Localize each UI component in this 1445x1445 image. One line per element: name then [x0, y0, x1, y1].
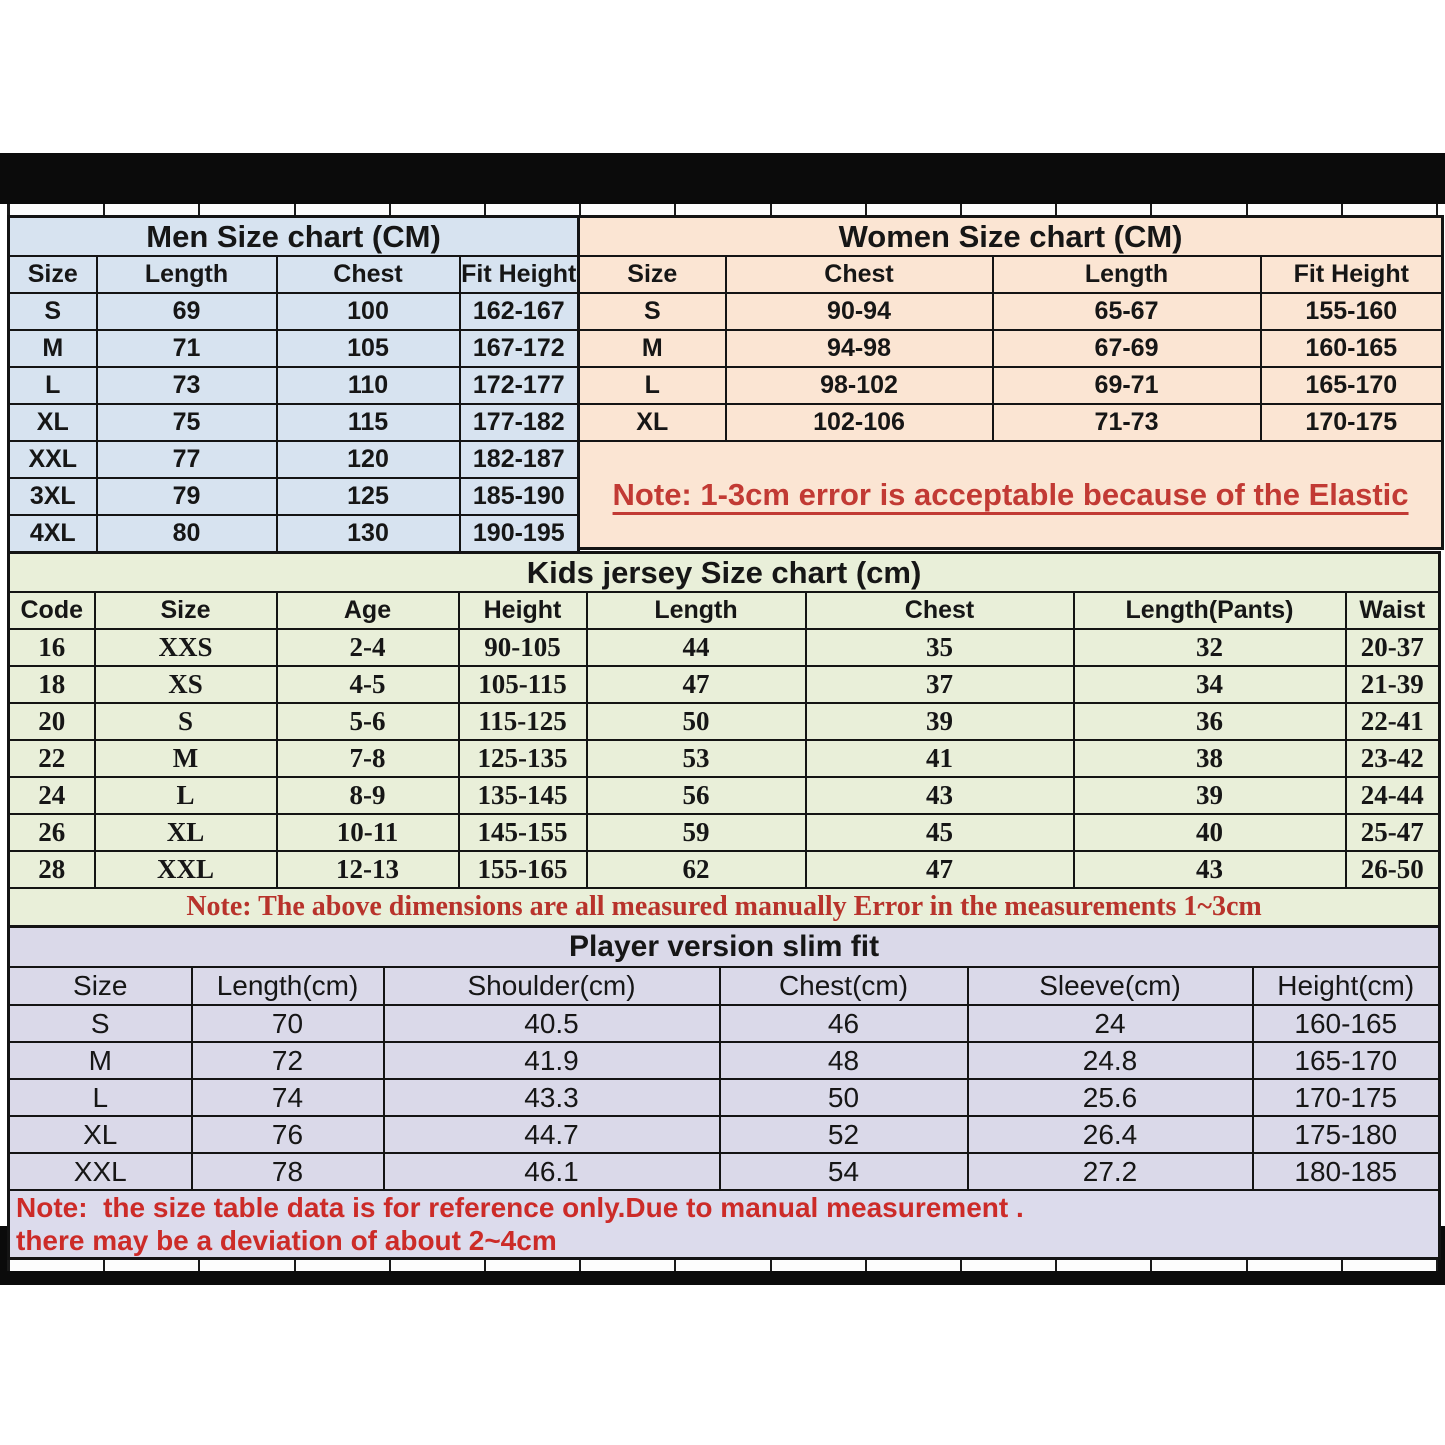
kids-table-cell: L — [95, 777, 277, 814]
player-table-cell: 180-185 — [1253, 1153, 1440, 1190]
cropped-cell — [581, 1260, 676, 1271]
player-table-cell: 76 — [192, 1116, 384, 1153]
player-table-cell: 25.6 — [968, 1079, 1253, 1116]
kids-table-cell: 47 — [587, 666, 806, 703]
women-table-cell: 69-71 — [993, 367, 1261, 404]
kids-table-cell: 26-50 — [1346, 851, 1440, 888]
kids-table-cell: 59 — [587, 814, 806, 851]
kids-size-table — [7, 551, 1441, 928]
cropped-cell — [200, 204, 295, 215]
men-table-cell: M — [9, 330, 97, 367]
cropped-cell — [391, 1260, 486, 1271]
cropped-cell — [1057, 1260, 1152, 1271]
women-table-cell: 67-69 — [993, 330, 1261, 367]
player-table-cell: XL — [9, 1116, 192, 1153]
player-table-cell: 72 — [192, 1042, 384, 1079]
kids-column-header: Length(Pants) — [1074, 592, 1346, 629]
kids-table-cell: 20 — [9, 703, 95, 740]
player-table-row — [9, 1116, 1440, 1153]
women-table-cell: 160-165 — [1261, 330, 1443, 367]
kids-table-cell: 37 — [806, 666, 1074, 703]
cropped-cell — [867, 204, 962, 215]
men-table-cell: 162-167 — [460, 293, 579, 330]
kids-table-cell: 35 — [806, 629, 1074, 666]
player-table-title-row — [9, 927, 1440, 968]
men-table-row — [9, 515, 579, 553]
men-column-header: Length — [97, 256, 277, 293]
player-table-row — [9, 1042, 1440, 1079]
player-table-row — [9, 1005, 1440, 1042]
kids-table-cell: 24-44 — [1346, 777, 1440, 814]
player-table-cell: M — [9, 1042, 192, 1079]
men-table-cell: 110 — [277, 367, 460, 404]
women-table-row — [579, 293, 1443, 330]
elastic-error-note: Note: 1-3cm error is acceptable because of the Elastic — [579, 441, 1443, 549]
player-column-header: Shoulder(cm) — [384, 967, 720, 1005]
men-table-cell: 69 — [97, 293, 277, 330]
player-table-title: Player version slim fit — [9, 927, 1440, 968]
men-table-cell: 100 — [277, 293, 460, 330]
women-table-row — [579, 367, 1443, 404]
kids-table-row — [9, 777, 1440, 814]
men-table-header-row — [9, 256, 579, 293]
kids-table-cell: 28 — [9, 851, 95, 888]
player-version-table — [7, 925, 1441, 1260]
cropped-cell — [105, 204, 200, 215]
men-table-cell: 3XL — [9, 478, 97, 515]
kids-table-cell: 41 — [806, 740, 1074, 777]
cropped-cell — [1343, 1260, 1438, 1271]
kids-table-row — [9, 703, 1440, 740]
kids-table-cell: 105-115 — [459, 666, 587, 703]
reference-only-note — [9, 1190, 1440, 1259]
kids-table-cell: 25-47 — [1346, 814, 1440, 851]
player-table-cell: 160-165 — [1253, 1005, 1440, 1042]
men-table-cell: XL — [9, 404, 97, 441]
player-table-cell: 41.9 — [384, 1042, 720, 1079]
cropped-cell — [1057, 204, 1152, 215]
men-table-cell: 172-177 — [460, 367, 579, 404]
cropped-cell — [867, 1260, 962, 1271]
kids-table-cell: 5-6 — [277, 703, 459, 740]
men-table-cell: 80 — [97, 515, 277, 553]
men-table-cell: 73 — [97, 367, 277, 404]
cropped-cell — [581, 204, 676, 215]
men-table-title: Men Size chart (CM) — [9, 217, 579, 257]
player-table-cell: 27.2 — [968, 1153, 1253, 1190]
kids-table-cell: 4-5 — [277, 666, 459, 703]
kids-table-cell: 18 — [9, 666, 95, 703]
kids-table-cell: 12-13 — [277, 851, 459, 888]
player-table-cell: 24.8 — [968, 1042, 1253, 1079]
kids-table-cell: 22 — [9, 740, 95, 777]
men-table-cell: 105 — [277, 330, 460, 367]
reference-only-note-line2: there may be a deviation of about 2~4cm — [16, 1225, 557, 1256]
kids-table-cell: 32 — [1074, 629, 1346, 666]
men-table-row — [9, 478, 579, 515]
men-table-cell: S — [9, 293, 97, 330]
player-column-header: Height(cm) — [1253, 967, 1440, 1005]
women-table-cell: 165-170 — [1261, 367, 1443, 404]
kids-table-cell: 22-41 — [1346, 703, 1440, 740]
kids-column-header: Age — [277, 592, 459, 629]
kids-table-cell: 53 — [587, 740, 806, 777]
kids-table-cell: 43 — [1074, 851, 1346, 888]
cropped-cell — [486, 204, 581, 215]
player-table-cell: 40.5 — [384, 1005, 720, 1042]
kids-table-cell: 90-105 — [459, 629, 587, 666]
men-column-header: Chest — [277, 256, 460, 293]
women-table-row — [579, 404, 1443, 441]
player-column-header: Chest(cm) — [720, 967, 968, 1005]
kids-table-cell: 24 — [9, 777, 95, 814]
kids-table-cell: XL — [95, 814, 277, 851]
women-table-cell: S — [579, 293, 726, 330]
kids-table-cell: 155-165 — [459, 851, 587, 888]
kids-column-header: Size — [95, 592, 277, 629]
women-table-cell: 170-175 — [1261, 404, 1443, 441]
men-table-row — [9, 367, 579, 404]
kids-table-cell: 21-39 — [1346, 666, 1440, 703]
player-table-cell: L — [9, 1079, 192, 1116]
cropped-row-bottom — [7, 1260, 1438, 1271]
kids-table-cell: 20-37 — [1346, 629, 1440, 666]
women-table-row — [579, 330, 1443, 367]
cropped-cell — [1152, 204, 1247, 215]
player-table-cell: S — [9, 1005, 192, 1042]
player-column-header: Length(cm) — [192, 967, 384, 1005]
player-table-cell: 170-175 — [1253, 1079, 1440, 1116]
kids-table-cell: 7-8 — [277, 740, 459, 777]
kids-table-row — [9, 666, 1440, 703]
kids-table-cell: 39 — [806, 703, 1074, 740]
women-table-header-row — [579, 256, 1443, 293]
player-table-row — [9, 1079, 1440, 1116]
cropped-cell — [296, 204, 391, 215]
women-note-row — [579, 441, 1443, 549]
player-table-cell: 26.4 — [968, 1116, 1253, 1153]
cropped-cell — [772, 1260, 867, 1271]
women-column-header: Size — [579, 256, 726, 293]
men-table-cell: XXL — [9, 441, 97, 478]
player-table-header-row — [9, 967, 1440, 1005]
player-table-cell: XXL — [9, 1153, 192, 1190]
kids-table-cell: 47 — [806, 851, 1074, 888]
kids-table-cell: 50 — [587, 703, 806, 740]
men-table-cell: L — [9, 367, 97, 404]
kids-table-cell: XS — [95, 666, 277, 703]
kids-table-cell: 10-11 — [277, 814, 459, 851]
cropped-cell — [200, 1260, 295, 1271]
women-table-cell: L — [579, 367, 726, 404]
men-column-header: Size — [9, 256, 97, 293]
player-column-header: Sleeve(cm) — [968, 967, 1253, 1005]
women-column-header: Fit Height — [1261, 256, 1443, 293]
kids-table-row — [9, 851, 1440, 888]
player-table-cell: 74 — [192, 1079, 384, 1116]
men-table-cell: 190-195 — [460, 515, 579, 553]
women-table-cell: 98-102 — [726, 367, 993, 404]
women-table-cell: 90-94 — [726, 293, 993, 330]
kids-table-cell: 125-135 — [459, 740, 587, 777]
kids-column-header: Code — [9, 592, 95, 629]
kids-table-cell: 44 — [587, 629, 806, 666]
men-table-cell: 177-182 — [460, 404, 579, 441]
men-table-cell: 182-187 — [460, 441, 579, 478]
kids-column-header: Chest — [806, 592, 1074, 629]
men-size-table — [7, 215, 580, 554]
kids-column-header: Height — [459, 592, 587, 629]
player-table-cell: 24 — [968, 1005, 1253, 1042]
men-table-cell: 120 — [277, 441, 460, 478]
cropped-cell — [486, 1260, 581, 1271]
cropped-row-top — [7, 204, 1438, 215]
men-table-row — [9, 441, 579, 478]
women-table-cell: 102-106 — [726, 404, 993, 441]
women-table-title: Women Size chart (CM) — [579, 217, 1443, 257]
kids-table-cell: 8-9 — [277, 777, 459, 814]
men-table-cell: 75 — [97, 404, 277, 441]
player-table-cell: 70 — [192, 1005, 384, 1042]
kids-table-cell: 135-145 — [459, 777, 587, 814]
player-table-cell: 48 — [720, 1042, 968, 1079]
kids-column-header: Length — [587, 592, 806, 629]
kids-table-cell: 45 — [806, 814, 1074, 851]
kids-table-cell: 26 — [9, 814, 95, 851]
kids-table-cell: 39 — [1074, 777, 1346, 814]
kids-table-cell: 115-125 — [459, 703, 587, 740]
kids-table-cell: S — [95, 703, 277, 740]
player-table-cell: 165-170 — [1253, 1042, 1440, 1079]
spreadsheet-area — [7, 204, 1438, 1271]
women-column-header: Chest — [726, 256, 993, 293]
kids-table-cell: 23-42 — [1346, 740, 1440, 777]
men-table-cell: 125 — [277, 478, 460, 515]
cropped-cell — [1152, 1260, 1247, 1271]
kids-column-header: Waist — [1346, 592, 1440, 629]
kids-note-row — [9, 888, 1440, 927]
kids-table-cell: M — [95, 740, 277, 777]
player-table-cell: 46 — [720, 1005, 968, 1042]
kids-table-row — [9, 629, 1440, 666]
cropped-cell — [296, 1260, 391, 1271]
kids-table-cell: XXS — [95, 629, 277, 666]
men-table-row — [9, 404, 579, 441]
men-table-title-row — [9, 217, 579, 257]
player-table-row — [9, 1153, 1440, 1190]
kids-table-cell: 40 — [1074, 814, 1346, 851]
player-table-cell: 52 — [720, 1116, 968, 1153]
kids-table-cell: 2-4 — [277, 629, 459, 666]
top-black-bar — [0, 153, 1445, 204]
men-table-cell: 115 — [277, 404, 460, 441]
player-table-cell: 46.1 — [384, 1153, 720, 1190]
cropped-cell — [105, 1260, 200, 1271]
kids-table-row — [9, 740, 1440, 777]
player-table-cell: 78 — [192, 1153, 384, 1190]
manual-measurement-note: Note: The above dimensions are all measured manually Error in the measurements 1~3cm — [9, 888, 1440, 927]
player-table-cell: 50 — [720, 1079, 968, 1116]
kids-table-row — [9, 814, 1440, 851]
cropped-cell — [676, 1260, 771, 1271]
player-table-cell: 54 — [720, 1153, 968, 1190]
kids-table-cell: 43 — [806, 777, 1074, 814]
men-table-cell: 79 — [97, 478, 277, 515]
cropped-cell — [676, 204, 771, 215]
reference-only-note-line1: Note: the size table data is for reference only.Due to manual measurement . — [16, 1192, 1024, 1223]
cropped-cell — [391, 204, 486, 215]
cropped-cell — [7, 1260, 105, 1271]
men-table-row — [9, 293, 579, 330]
women-table-cell: 94-98 — [726, 330, 993, 367]
men-table-cell: 71 — [97, 330, 277, 367]
women-table-cell: XL — [579, 404, 726, 441]
kids-table-cell: 145-155 — [459, 814, 587, 851]
men-table-cell: 185-190 — [460, 478, 579, 515]
cropped-cell — [1343, 204, 1438, 215]
men-table-row — [9, 330, 579, 367]
kids-table-cell: 36 — [1074, 703, 1346, 740]
cropped-cell — [7, 204, 105, 215]
men-table-cell: 167-172 — [460, 330, 579, 367]
women-table-title-row — [579, 217, 1443, 257]
kids-table-cell: 56 — [587, 777, 806, 814]
women-table-cell: M — [579, 330, 726, 367]
kids-table-title: Kids jersey Size chart (cm) — [9, 553, 1440, 593]
women-table-cell: 65-67 — [993, 293, 1261, 330]
kids-table-cell: 34 — [1074, 666, 1346, 703]
player-table-cell: 44.7 — [384, 1116, 720, 1153]
men-table-cell: 4XL — [9, 515, 97, 553]
player-column-header: Size — [9, 967, 192, 1005]
adult-size-section — [7, 215, 1438, 554]
kids-table-cell: XXL — [95, 851, 277, 888]
cropped-cell — [772, 204, 867, 215]
player-table-cell: 175-180 — [1253, 1116, 1440, 1153]
women-table-cell: 155-160 — [1261, 293, 1443, 330]
player-table-cell: 43.3 — [384, 1079, 720, 1116]
kids-table-title-row — [9, 553, 1440, 593]
cropped-cell — [1248, 204, 1343, 215]
women-size-table — [577, 215, 1444, 550]
cropped-cell — [1248, 1260, 1343, 1271]
men-column-header: Fit Height — [460, 256, 579, 293]
kids-table-header-row — [9, 592, 1440, 629]
men-table-cell: 130 — [277, 515, 460, 553]
player-note-row — [9, 1190, 1440, 1259]
kids-table-cell: 38 — [1074, 740, 1346, 777]
kids-table-cell: 62 — [587, 851, 806, 888]
cropped-cell — [962, 1260, 1057, 1271]
women-column-header: Length — [993, 256, 1261, 293]
cropped-cell — [962, 204, 1057, 215]
men-table-cell: 77 — [97, 441, 277, 478]
women-table-cell: 71-73 — [993, 404, 1261, 441]
kids-table-cell: 16 — [9, 629, 95, 666]
